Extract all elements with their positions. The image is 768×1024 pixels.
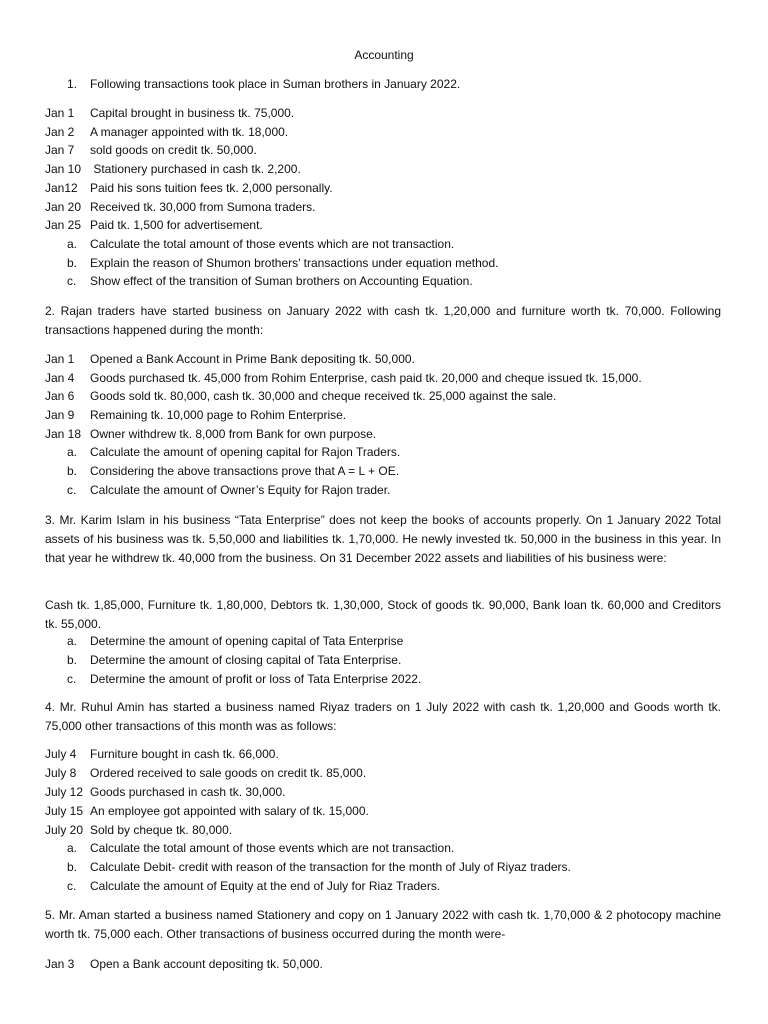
- q4-entry: July 15 An employee got appointed with salary of tk. 15,000.: [45, 804, 369, 818]
- q2-entry: Jan 6 Goods sold tk. 80,000, cash tk. 30,000 and cheque received tk. 25,000 against the sale.: [45, 389, 557, 403]
- q3-asset-list: Cash tk. 1,85,000, Furniture tk. 1,80,000, Debtors tk. 1,30,000, Stock of goods tk. 90,000, Bank loan tk. 60,000 and Creditors tk. 55,000.: [45, 598, 721, 631]
- q4-subquestion: c. Calculate the amount of Equity at the end of July for Riaz Traders.: [67, 879, 441, 893]
- q2-entry: Jan 18 Owner withdrew tk. 8,000 from Bank for own purpose.: [45, 427, 377, 441]
- q2-subquestion: b. Considering the above transactions prove that A = L + OE.: [67, 464, 400, 478]
- q1-heading-number: 1.: [67, 77, 78, 91]
- q1-subquestion: b. Explain the reason of Shumon brothers’ transactions under equation method.: [67, 256, 499, 270]
- q1-entry: Jan 20 Received tk. 30,000 from Sumona traders.: [45, 200, 316, 214]
- q4-subquestion: b. Calculate Debit- credit with reason of the transaction for the month of July of Riyaz traders.: [67, 860, 571, 874]
- q1-entry: Jan 2 A manager appointed with tk. 18,000.: [45, 125, 289, 139]
- q3-subquestion: b. Determine the amount of closing capital of Tata Enterprise.: [67, 653, 402, 667]
- q4-entry: July 8 Ordered received to sale goods on credit tk. 85,000.: [45, 766, 367, 780]
- q4-subquestion: a. Calculate the total amount of those events which are not transaction.: [67, 841, 455, 855]
- q1-subquestion: c. Show effect of the transition of Suman brothers on Accounting Equation.: [67, 274, 473, 288]
- page-title: Accounting: [354, 48, 414, 62]
- q2-entry: Jan 4 Goods purchased tk. 45,000 from Rohim Enterprise, cash paid tk. 20,000 and cheque issued tk. 15,000.: [45, 371, 642, 385]
- q3-subquestion: c. Determine the amount of profit or loss of Tata Enterprise 2022.: [67, 672, 422, 686]
- q5-intro: 5. Mr. Aman started a business named Stationery and copy on 1 January 2022 with cash tk. 1,70,000 & 2 photocopy machine worth tk. 75,000 each. Other transactions of business occurred during the month were-: [45, 908, 721, 941]
- q1-entry: Jan 1 Capital brought in business tk. 75,000.: [45, 106, 295, 120]
- q4-intro: 4. Mr. Ruhul Amin has started a business named Riyaz traders on 1 July 2022 with cash tk. 1,20,000 and Goods worth tk. 75,000 other transactions of this month was as follows:: [45, 700, 721, 733]
- q1-entry: Jan 7 sold goods on credit tk. 50,000.: [45, 143, 257, 157]
- q4-entry: July 4 Furniture bought in cash tk. 66,000.: [45, 747, 279, 761]
- q2-intro: 2. Rajan traders have started business on January 2022 with cash tk. 1,20,000 and furniture worth tk. 70,000. Following transactions happened during the month:: [45, 304, 721, 337]
- q1-heading-text: Following transactions took place in Suman brothers in January 2022.: [90, 77, 461, 91]
- q1-entry: Jan 25 Paid tk. 1,500 for advertisement.: [45, 218, 263, 232]
- q1-entry: Jan 10 Stationery purchased in cash tk. 2,200.: [45, 162, 301, 176]
- q3-intro: 3. Mr. Karim Islam in his business “Tata Enterprise” does not keep the books of accounts properly. On 1 January 2022 Total assets of his business was tk. 5,50,000 and liabilities tk. 1,70,000. He newly invested tk. 50,000 in the business in this year. In that year he withdrew tk. 40,000 from the business. On 31 December 2022 assets and liabilities of his business were:: [45, 513, 721, 565]
- q5-entry: Jan 3 Open a Bank account depositing tk. 50,000.: [45, 957, 323, 971]
- q1-heading: [67, 76, 460, 93]
- q3-subquestion: a. Determine the amount of opening capital of Tata Enterprise: [67, 634, 404, 648]
- q2-subquestion: c. Calculate the amount of Owner’s Equity for Rajon trader.: [67, 483, 391, 497]
- q1-subquestion: a. Calculate the total amount of those events which are not transaction.: [67, 237, 455, 251]
- q4-entry: July 12 Goods purchased in cash tk. 30,000.: [45, 785, 286, 799]
- q4-entry: July 20 Sold by cheque tk. 80,000.: [45, 823, 233, 837]
- q1-entry: Jan12 Paid his sons tuition fees tk. 2,000 personally.: [45, 181, 333, 195]
- q2-subquestion: a. Calculate the amount of opening capital for Rajon Traders.: [67, 445, 401, 459]
- q2-entry: Jan 1 Opened a Bank Account in Prime Bank depositing tk. 50,000.: [45, 352, 415, 366]
- q2-entry: Jan 9 Remaining tk. 10,000 page to Rohim Enterprise.: [45, 408, 347, 422]
